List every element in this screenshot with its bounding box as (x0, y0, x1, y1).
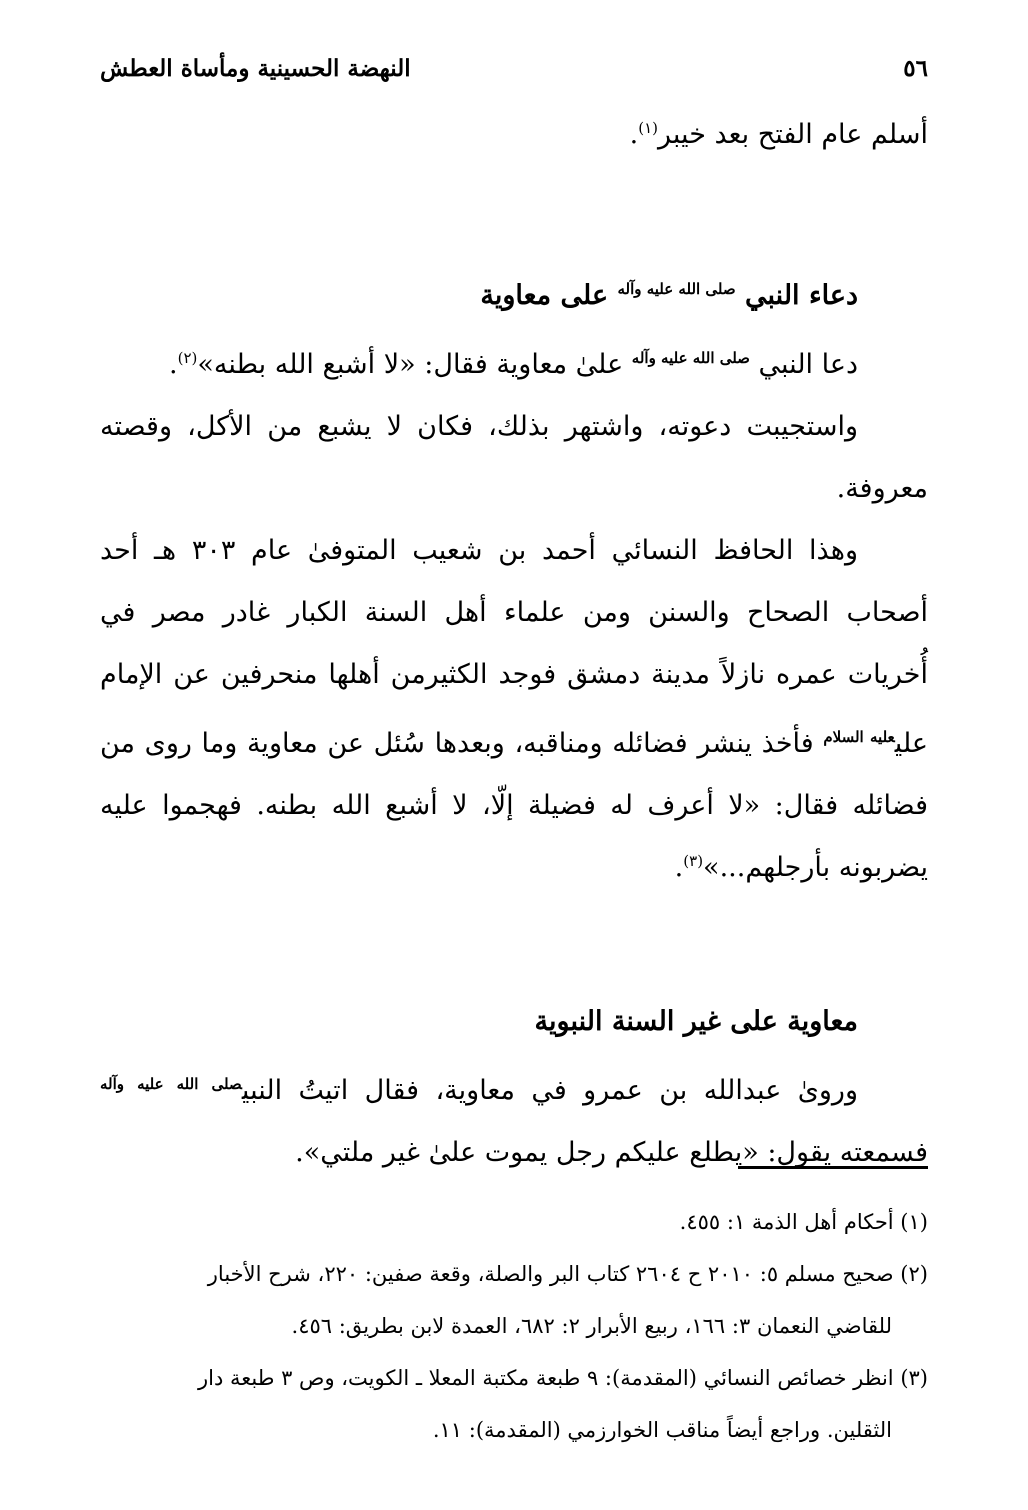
honorific-glyph: صلى الله عليه وآله (100, 1075, 242, 1093)
page-number: ٥٦ (903, 54, 928, 82)
footnote-ref-1[interactable]: (١) (638, 119, 659, 137)
footnote-3-line-2: الثقلين. وراجع أيضاً مناقب الخوارزمي (المقدمة): ١١. (432, 1418, 892, 1442)
paragraph-1 (100, 327, 928, 396)
section-heading-2: معاوية على غير السنة النبوية (534, 1006, 858, 1037)
p3-text-b: فأخذ ينشر فضائله ومناقبه، وبعدها سُئل عن معاوية وما روى من فضائله فقال: «لا أعرف له فضيلة إلّا، لا أشبع الله بطنه. فهجموا عليه يضربونه بأرجلهم...» (100, 728, 928, 883)
p4-text-b: فسمعته يقول: «يطلع عليكم رجل يموت علىٰ غير ملتي». (295, 1137, 928, 1168)
book-title: النهضة الحسينية ومأساة العطش (100, 54, 411, 82)
p3-end: . (674, 852, 684, 883)
p4-text-a: ورویٰ عبدالله بن عمرو في معاوية، فقال اتيتُ النبي (241, 1075, 858, 1106)
heading1-tail: على معاوية (480, 280, 609, 311)
p3-text-a: وهذا الحافظ النسائي أحمد بن شعيب المتوفىٰ عام ٣٠٣ هـ أحد أصحاب الصحاح والسنن ومن علماء أهل السنة الكبار غادر مصر في أُخريات عمره نازلاً مدينة دمشق فوجد الكثيرمن أهلها منحرفين عن الإمام علي (100, 535, 928, 759)
paragraph-2: واستجيبت دعوته، واشتهر بذلك، فكان لا يشبع من الأكل، وقصته معروفة. (100, 411, 928, 504)
honorific-glyph: صلى الله عليه وآله (617, 280, 736, 298)
p1-end: . (169, 349, 178, 380)
honorific-glyph: صلى الله عليه وآله (631, 349, 750, 367)
footnote-2-line-2: للقاضي النعمان ٣: ١٦٦، ربيع الأبرار ٢: ٦٨٢، العمدة لابن بطريق: ٤٥٦. (291, 1314, 892, 1338)
footnote-3-line-1: (٣) انظر خصائص النسائي (المقدمة): ٩ طبعة مكتبة المعلا ـ الكويت، وص ٣ طبعة دار (197, 1366, 928, 1390)
footnotes (100, 1196, 928, 1456)
heading1-text: دعاء النبي (745, 280, 858, 311)
intro-line: أسلم عام الفتح بعد خيبر$^{(١)}$. (629, 119, 928, 150)
footnote-2-line-1: (٢) صحيح مسلم ٥: ٢٠١٠ ح ٢٦٠٤ كتاب البر والصلة، وقعة صفين: ٢٢٠، شرح الأخبار (207, 1262, 928, 1286)
intro-text: أسلم عام الفتح بعد خيبر (658, 119, 928, 150)
paragraph-3 (100, 520, 928, 899)
main-text (100, 104, 928, 1184)
paragraph-4 (100, 1053, 928, 1184)
p1-text-a: دعا النبي (758, 349, 858, 380)
footnote-ref-2[interactable]: (٢) (177, 349, 198, 367)
footnote-1: (١) أحكام أهل الذمة ١: ٤٥٥. (679, 1210, 928, 1234)
footnote-separator (738, 1166, 928, 1169)
honorific-glyph: عليه السلام (823, 728, 895, 746)
footnote-ref-3[interactable]: (٣) (683, 852, 704, 870)
running-header (100, 48, 928, 88)
section-heading-1 (100, 258, 928, 327)
p1-text-b: علىٰ معاوية فقال: «لا أشبع الله بطنه» (197, 349, 624, 380)
